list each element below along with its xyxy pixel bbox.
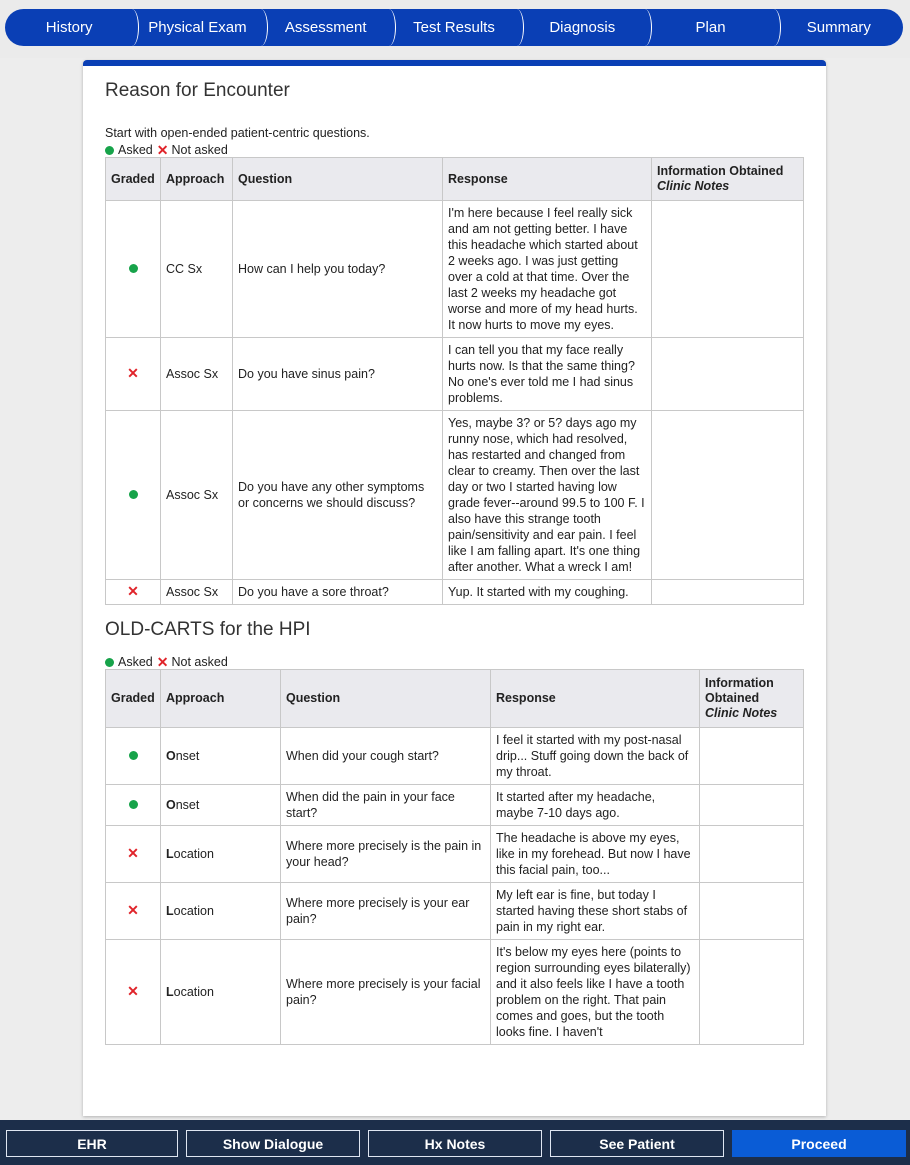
graded-cell (106, 785, 161, 826)
graded-cell (106, 338, 161, 411)
header-response: Response (443, 158, 652, 201)
header-graded: Graded (106, 670, 161, 728)
approach-cell: CC Sx (161, 201, 233, 338)
hx-notes-button[interactable]: Hx Notes (368, 1130, 542, 1157)
see-patient-button[interactable]: See Patient (550, 1130, 724, 1157)
header-information-obtained (652, 158, 804, 201)
old-carts-table (105, 669, 804, 1045)
tab-assessment[interactable] (262, 9, 390, 46)
question-cell: Where more precisely is the pain in your head? (281, 826, 491, 883)
approach-rest: ocation (173, 904, 214, 918)
response-cell: It's below my eyes here (points to region surrounding eyes bilaterally) and it also feels like I have a tooth problem on the right. That pain comes and goes, but the tooth looks fine. I haven't (491, 940, 700, 1045)
clinic-notes-cell[interactable] (652, 338, 804, 411)
not-asked-x-icon: ✕ (127, 583, 139, 599)
tab-label: Summary (806, 19, 871, 36)
clinic-notes-cell[interactable] (652, 201, 804, 338)
ehr-button[interactable]: EHR (6, 1130, 178, 1157)
approach-cell: Assoc Sx (161, 580, 233, 605)
section-instructions: Start with open-ended patient-centric questions. (105, 126, 370, 140)
table-header-row (106, 158, 804, 201)
header-question: Question (233, 158, 443, 201)
tab-label: History (45, 19, 93, 36)
header-question: Question (281, 670, 491, 728)
table-row (106, 728, 804, 785)
table-row (106, 338, 804, 411)
question-cell: Do you have a sore throat? (233, 580, 443, 605)
tab-label: Test Results (413, 19, 495, 36)
tab-label: Physical Exam (148, 19, 247, 36)
approach-cell (161, 785, 281, 826)
legend-not-asked-label: Not asked (171, 143, 228, 157)
graded-cell (106, 411, 161, 580)
table-row (106, 785, 804, 826)
approach-rest: ocation (173, 985, 214, 999)
asked-dot-icon (129, 751, 138, 760)
clinic-notes-cell[interactable] (700, 940, 804, 1045)
show-dialogue-button[interactable]: Show Dialogue (186, 1130, 360, 1157)
approach-cell (161, 826, 281, 883)
approach-initial: O (166, 798, 176, 812)
clinic-notes-cell[interactable] (700, 785, 804, 826)
response-cell: Yes, maybe 3? or 5? days ago my runny nose, which had resolved, has restarted and changed from clear to creamy. Then over the last day or two I started having low grade fever--around 99.5 to 100 F. I also have this strange tooth pain/sensitivity and ear pain. I feel like I am falling apart. It's one thing after another. What a wreck I am! (443, 411, 652, 580)
tab-physical-exam[interactable] (133, 9, 261, 46)
graded-cell (106, 940, 161, 1045)
section-title-reason-for-encounter: Reason for Encounter (105, 80, 290, 101)
asked-dot-icon (105, 658, 114, 667)
table-row (106, 826, 804, 883)
response-cell: I feel it started with my post-nasal drip... Stuff going down the back of my throat. (491, 728, 700, 785)
header-response: Response (491, 670, 700, 728)
tab-summary[interactable] (775, 9, 903, 46)
header-approach: Approach (161, 670, 281, 728)
table-header-row (106, 670, 804, 728)
header-information-obtained (700, 670, 804, 728)
grading-legend (105, 655, 804, 669)
table-row (106, 411, 804, 580)
approach-rest: nset (175, 749, 200, 763)
approach-cell (161, 940, 281, 1045)
question-cell: Where more precisely is your ear pain? (281, 883, 491, 940)
tab-plan[interactable] (646, 9, 774, 46)
response-cell: I'm here because I feel really sick and am not getting better. I have this headache which started about 2 weeks ago. I was just getting over a cold at that time. Over the last 2 weeks my headache got worse and more of my head hurts. It now hurts to move my eyes. (443, 201, 652, 338)
question-cell: How can I help you today? (233, 201, 443, 338)
tab-label: Diagnosis (549, 19, 616, 36)
asked-dot-icon (129, 264, 138, 273)
tab-test-results[interactable] (390, 9, 518, 46)
approach-rest: nset (175, 798, 200, 812)
header-graded: Graded (106, 158, 161, 201)
legend-asked-label: Asked (118, 143, 153, 157)
table-row (106, 201, 804, 338)
clinic-notes-cell[interactable] (652, 580, 804, 605)
clinic-notes-cell[interactable] (700, 728, 804, 785)
reason-for-encounter-table (105, 157, 804, 605)
proceed-button[interactable]: Proceed (732, 1130, 906, 1157)
workflow-tabs (5, 9, 903, 46)
legend-asked-label: Asked (118, 655, 153, 669)
approach-initial: O (166, 749, 176, 763)
bottom-action-bar (0, 1120, 910, 1165)
clinic-notes-cell[interactable] (700, 883, 804, 940)
not-asked-x-icon: ✕ (156, 142, 169, 158)
table-row (106, 940, 804, 1045)
approach-cell: Assoc Sx (161, 411, 233, 580)
response-cell: My left ear is fine, but today I started having these short stabs of pain in my right ear. (491, 883, 700, 940)
approach-initial: L (166, 985, 174, 999)
question-cell: Do you have sinus pain? (233, 338, 443, 411)
graded-cell (106, 883, 161, 940)
header-info-label: Information Obtained (705, 676, 774, 705)
response-cell: It started after my headache, maybe 7-10 days ago. (491, 785, 700, 826)
header-approach: Approach (161, 158, 233, 201)
asked-dot-icon (129, 490, 138, 499)
clinic-notes-cell[interactable] (700, 826, 804, 883)
legend-not-asked-label: Not asked (171, 655, 228, 669)
table-row (106, 580, 804, 605)
approach-rest: ocation (173, 847, 214, 861)
table-row (106, 883, 804, 940)
graded-cell (106, 201, 161, 338)
header-clinic-notes: Clinic Notes (705, 706, 778, 720)
tab-history[interactable] (5, 9, 133, 46)
not-asked-x-icon: ✕ (127, 845, 139, 861)
not-asked-x-icon: ✕ (156, 654, 169, 670)
approach-cell: Assoc Sx (161, 338, 233, 411)
not-asked-x-icon: ✕ (127, 365, 139, 381)
graded-cell (106, 580, 161, 605)
asked-dot-icon (105, 146, 114, 155)
tab-label: Plan (695, 19, 726, 36)
graded-cell (106, 728, 161, 785)
grading-legend (105, 143, 804, 157)
response-cell: I can tell you that my face really hurts now. Is that the same thing? No one's ever told me I had sinus problems. (443, 338, 652, 411)
header-clinic-notes: Clinic Notes (657, 179, 730, 193)
header-info-label: Information Obtained (657, 164, 784, 178)
approach-cell (161, 883, 281, 940)
response-cell: The headache is above my eyes, like in my forehead. But now I have this facial pain, too... (491, 826, 700, 883)
section-title-old-carts: OLD-CARTS for the HPI (105, 619, 311, 640)
graded-cell (106, 826, 161, 883)
not-asked-x-icon: ✕ (127, 983, 139, 999)
clinic-notes-cell[interactable] (652, 411, 804, 580)
approach-initial: L (166, 904, 174, 918)
approach-initial: L (166, 847, 174, 861)
question-cell: Do you have any other symptoms or concerns we should discuss? (233, 411, 443, 580)
top-navigation (0, 0, 910, 58)
tab-label: Assessment (284, 19, 367, 36)
question-cell: When did your cough start? (281, 728, 491, 785)
not-asked-x-icon: ✕ (127, 902, 139, 918)
tab-diagnosis[interactable] (518, 9, 646, 46)
approach-cell (161, 728, 281, 785)
history-content-panel[interactable] (83, 60, 826, 1116)
question-cell: Where more precisely is your facial pain? (281, 940, 491, 1045)
question-cell: When did the pain in your face start? (281, 785, 491, 826)
response-cell: Yup. It started with my coughing. (443, 580, 652, 605)
asked-dot-icon (129, 800, 138, 809)
